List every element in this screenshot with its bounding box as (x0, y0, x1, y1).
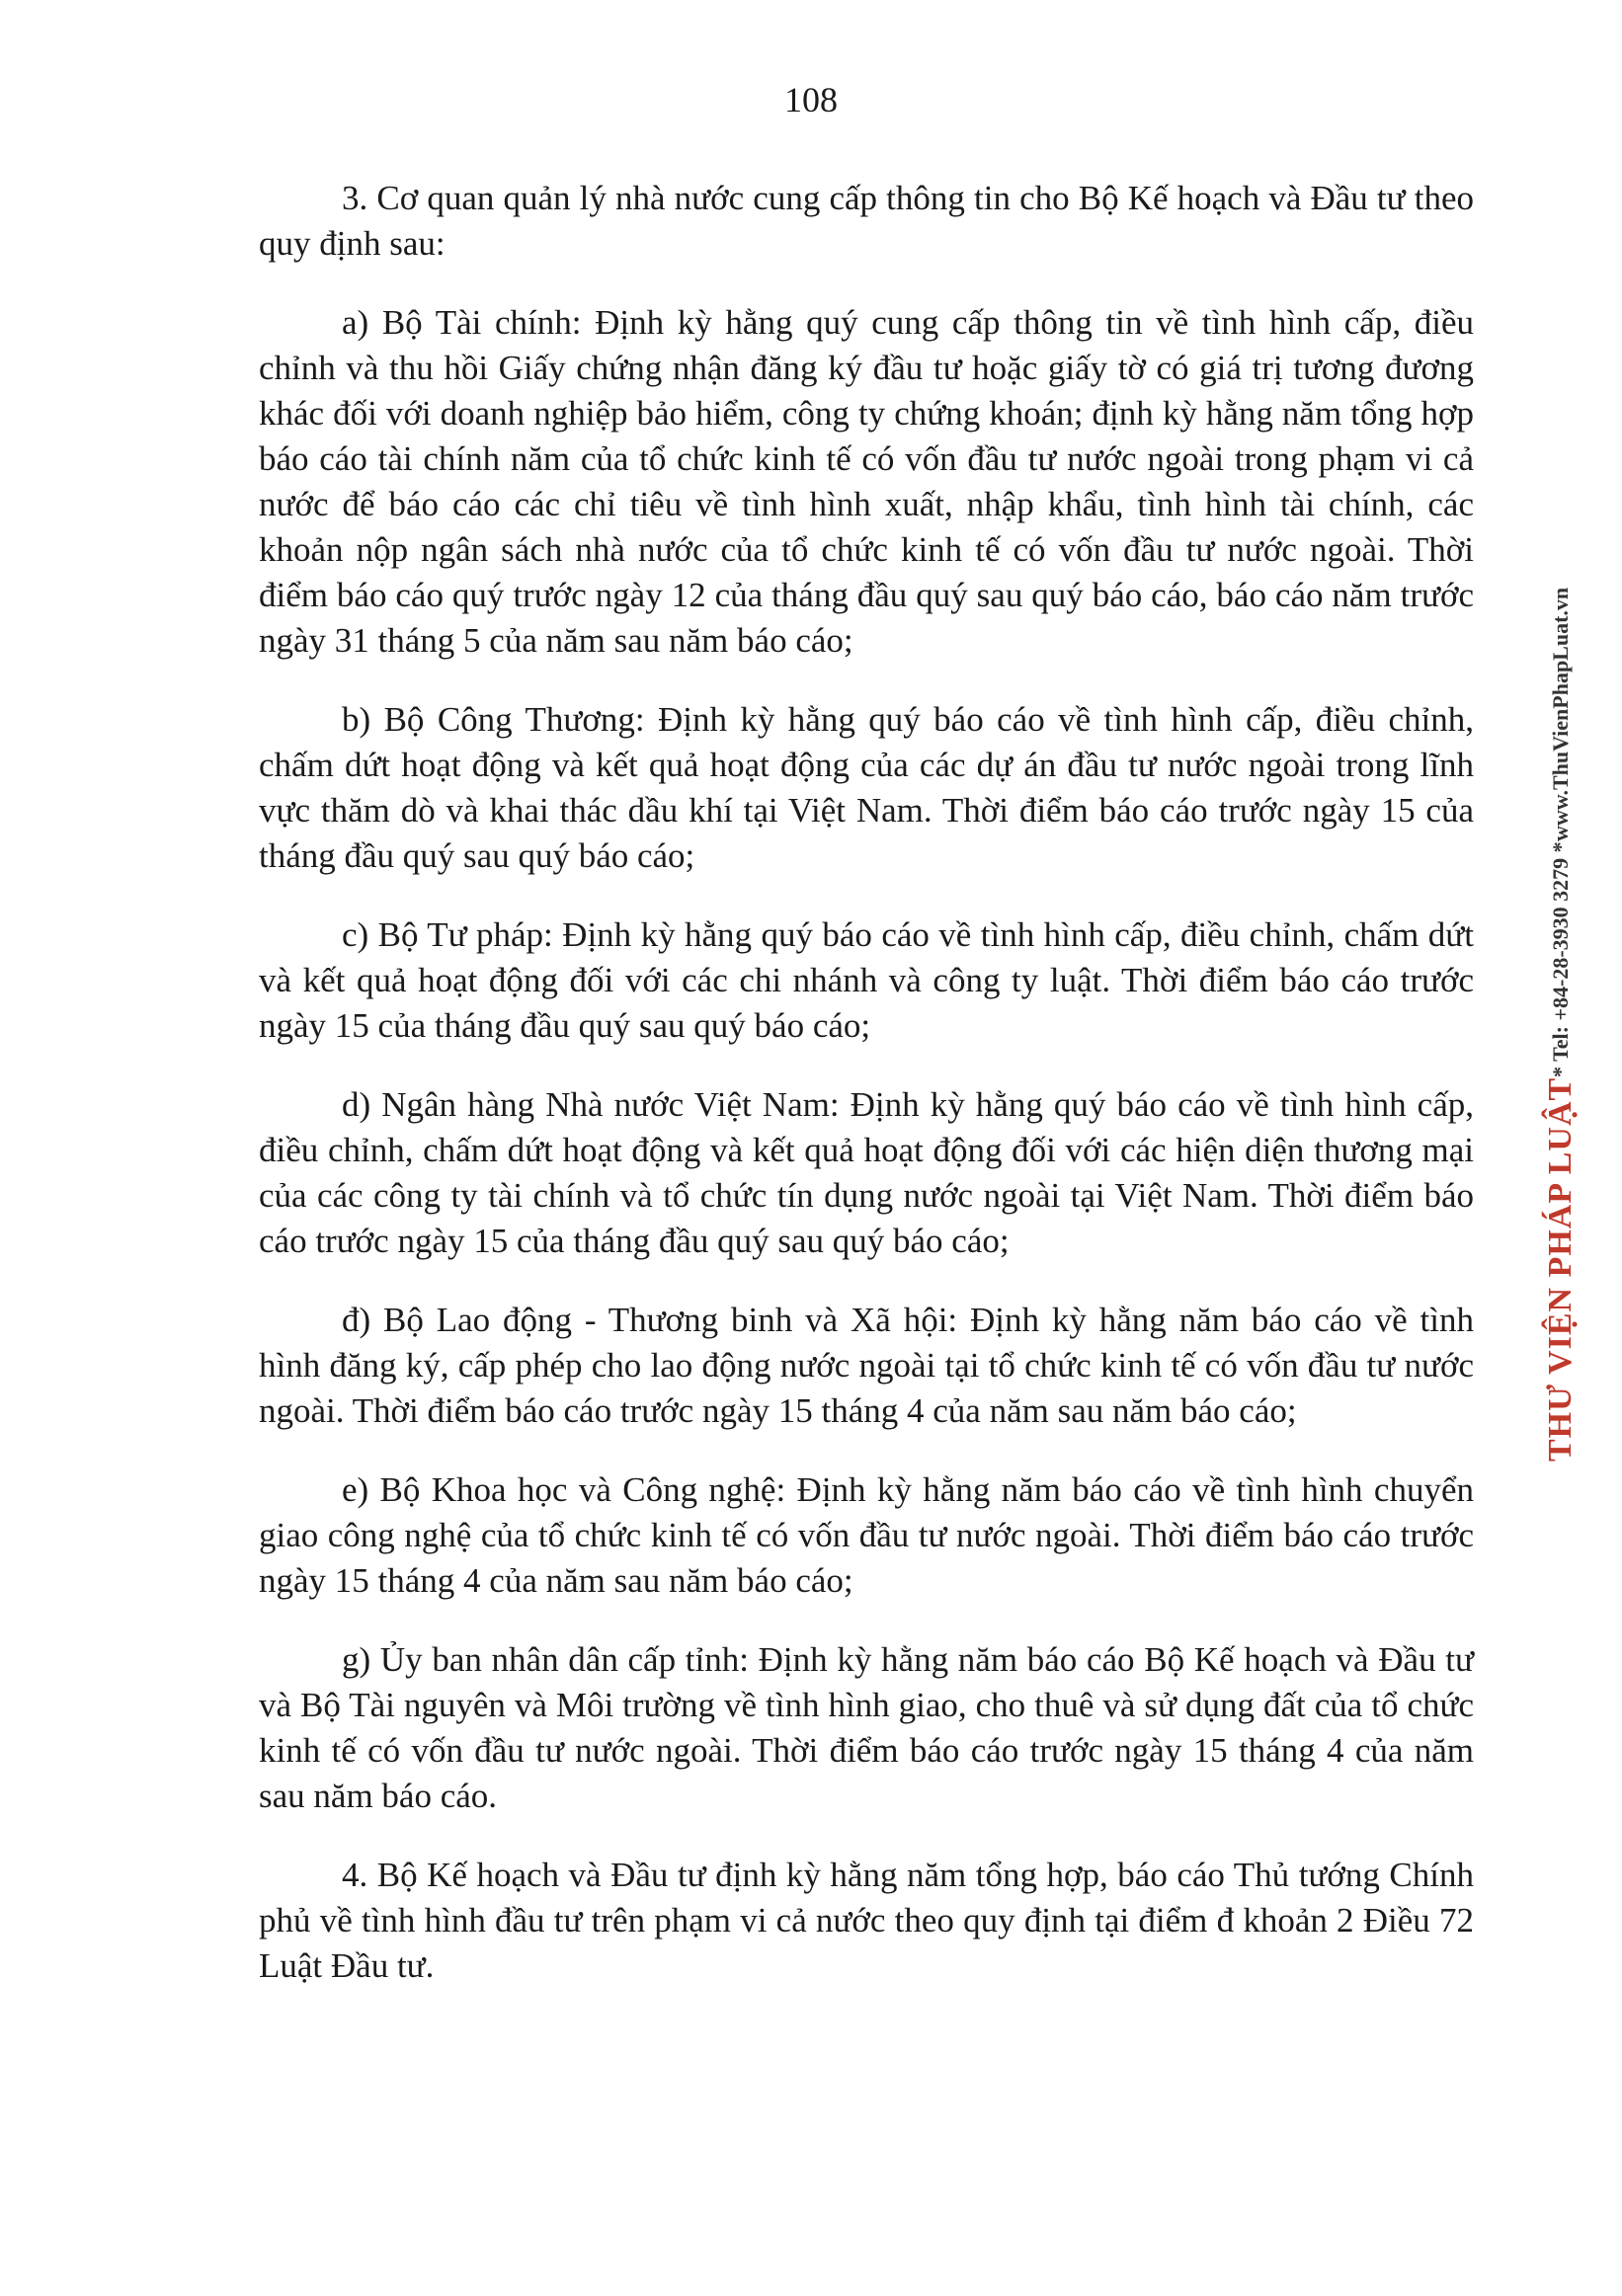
paragraph-3d: d) Ngân hàng Nhà nước Việt Nam: Định kỳ hằng quý báo cáo về tình hình cấp, điều chỉnh, chấm dứt hoạt động và kết quả hoạt động đối với các hiện diện thương mại của các công ty tài chính và tổ chức tín dụng nước ngoài tại Việt Nam. Thời điểm báo cáo trước ngày 15 của tháng đầu quý sau quý báo cáo; (259, 1085, 1474, 1260)
paragraph-3g: g) Ủy ban nhân dân cấp tỉnh: Định kỳ hằng năm báo cáo Bộ Kế hoạch và Đầu tư và Bộ Tài nguyên và Môi trường về tình hình giao, cho thuê và sử dụng đất của tổ chức kinh tế có vốn đầu tư nước ngoài. Thời điểm báo cáo trước ngày 15 tháng 4 của năm sau năm báo cáo. (259, 1640, 1474, 1815)
watermark (1526, 514, 1595, 1462)
watermark-brand: THƯ VIỆN PHÁP LUẬT (1542, 1076, 1579, 1462)
paragraph-3dd: đ) Bộ Lao động - Thương binh và Xã hội: Định kỳ hằng năm báo cáo về tình hình đăng ký, cấp phép cho lao động nước ngoài tại tổ chức kinh tế có vốn đầu tư nước ngoài. Thời điểm báo cáo trước ngày 15 tháng 4 của năm sau năm báo cáo; (259, 1301, 1474, 1430)
paragraph-3e: e) Bộ Khoa học và Công nghệ: Định kỳ hằng năm báo cáo về tình hình chuyển giao công nghệ của tổ chức kinh tế có vốn đầu tư nước ngoài. Thời điểm báo cáo trước ngày 15 tháng 4 của năm sau năm báo cáo; (259, 1470, 1474, 1600)
paragraph-3: 3. Cơ quan quản lý nhà nước cung cấp thông tin cho Bộ Kế hoạch và Đầu tư theo quy định sau: (259, 179, 1474, 263)
paragraph-3b: b) Bộ Công Thương: Định kỳ hằng quý báo cáo về tình hình cấp, điều chỉnh, chấm dứt hoạt động và kết quả hoạt động của các dự án đầu tư nước ngoài trong lĩnh vực thăm dò và khai thác dầu khí tại Việt Nam. Thời điểm báo cáo trước ngày 15 của tháng đầu quý sau quý báo cáo; (259, 700, 1474, 875)
watermark-contact: * Tel: +84-28-3930 3279 * (1548, 841, 1573, 1077)
document-body (259, 176, 1474, 2022)
paragraph-3c: c) Bộ Tư pháp: Định kỳ hằng quý báo cáo về tình hình cấp, điều chỉnh, chấm dứt và kết quả hoạt động đối với các chi nhánh và công ty luật. Thời điểm báo cáo trước ngày 15 của tháng đầu quý sau quý báo cáo; (259, 915, 1474, 1045)
paragraph-3a: a) Bộ Tài chính: Định kỳ hằng quý cung cấp thông tin về tình hình cấp, điều chỉnh và thu hồi Giấy chứng nhận đăng ký đầu tư hoặc giấy tờ có giá trị tương đương khác đối với doanh nghiệp bảo hiểm, công ty chứng khoán; định kỳ hằng năm tổng hợp báo cáo tài chính năm của tổ chức kinh tế có vốn đầu tư nước ngoài trong phạm vi cả nước để báo cáo các chỉ tiêu về tình hình xuất, nhập khẩu, tình hình tài chính, các khoản nộp ngân sách nhà nước của tổ chức kinh tế có vốn đầu tư nước ngoài. Thời điểm báo cáo quý trước ngày 12 của tháng đầu quý sau quý báo cáo, báo cáo năm trước ngày 31 tháng 5 của năm sau năm báo cáo; (259, 303, 1474, 660)
paragraph-4: 4. Bộ Kế hoạch và Đầu tư định kỳ hằng năm tổng hợp, báo cáo Thủ tướng Chính phủ về tình hình đầu tư trên phạm vi cả nước theo quy định tại điểm đ khoản 2 Điều 72 Luật Đầu tư. (259, 1856, 1474, 1985)
page-number: 108 (784, 80, 838, 119)
watermark-website: www.ThuVienPhapLuat.vn (1548, 587, 1573, 842)
